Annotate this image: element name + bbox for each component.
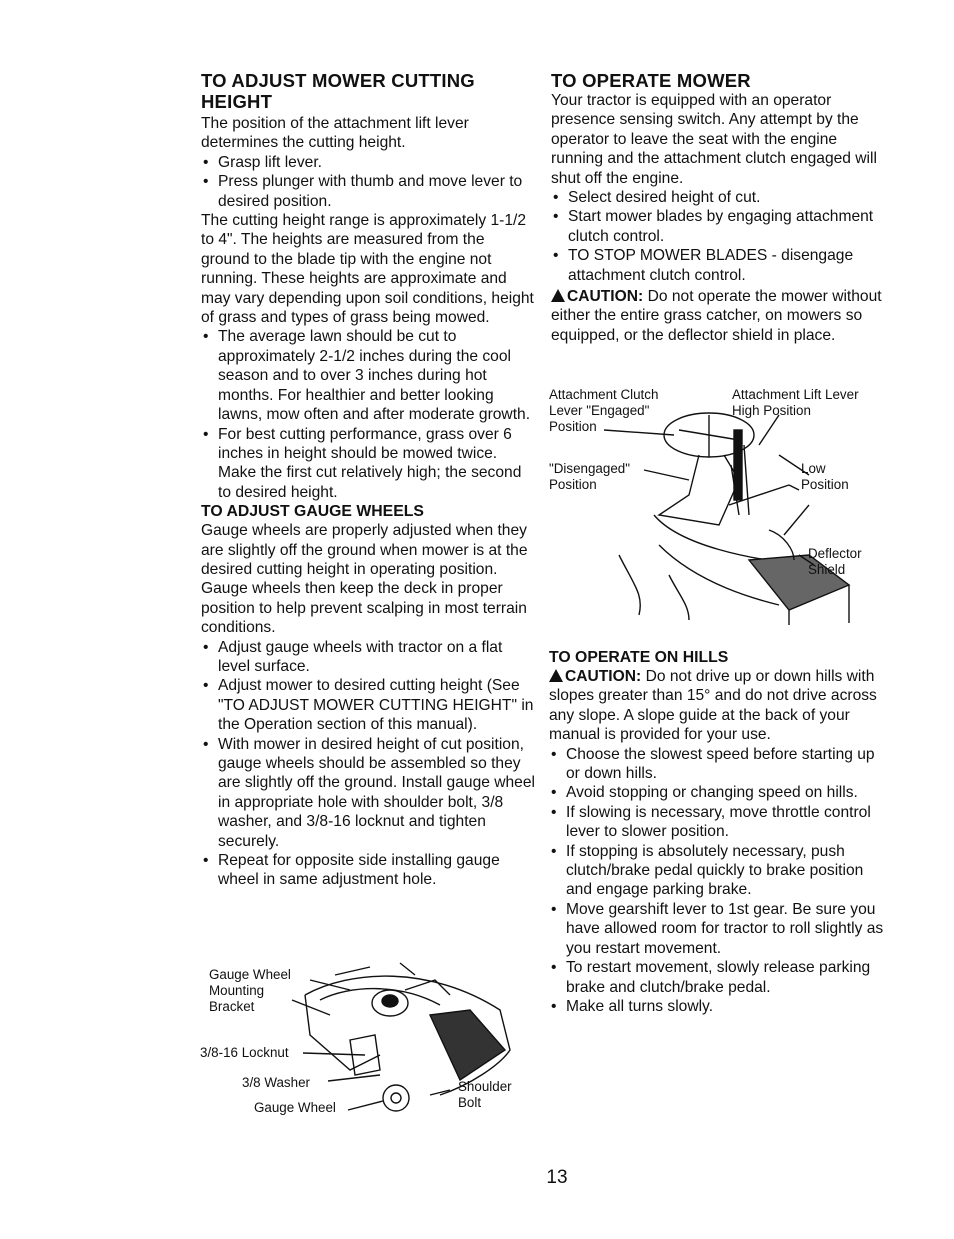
caution-mower: CAUTION: Do not operate the mower without either the entire grass catcher, on mowers so equipped, or the deflector shield in place. [551, 288, 882, 344]
heading-gauge-wheels: TO ADJUST GAUGE WHEELS [201, 503, 424, 521]
label-lift-lever-high: Attachment Lift Lever High Position [732, 387, 859, 418]
operate-mower-intro: Your tractor is equipped with an operator presence sensing switch. Any attempt by the operator to leave the seat with the engine running and the attachment clutch engaged will shut off the engine. [551, 92, 877, 187]
label-gauge-wheel: Gauge Wheel [254, 1100, 336, 1115]
list-item: • Choose the slowest speed before starting up or down hills. [549, 745, 889, 784]
list-item: • Start mower blades by engaging attachment clutch control. [551, 207, 891, 246]
operate-mower-steps [551, 188, 891, 285]
list-item: • Make all turns slowly. [549, 997, 889, 1016]
cutting-height-tips [201, 327, 536, 502]
cutting-height-intro: The position of the attachment lift lever determines the cutting height. [201, 115, 469, 152]
list-item: • If slowing is necessary, move throttle control lever to slower position. [549, 803, 889, 842]
label-mounting-bracket: Gauge Wheel Mounting Bracket [209, 967, 291, 1014]
label-deflector-shield: Deflector Shield [808, 546, 862, 577]
list-item: • Adjust gauge wheels with tractor on a flat level surface. [201, 638, 536, 677]
list-item: • TO STOP MOWER BLADES - disengage attachment clutch control. [551, 246, 891, 285]
list-item: • Adjust mower to desired cutting height (See "TO ADJUST MOWER CUTTING HEIGHT" in the Operation section of this manual). [201, 676, 536, 734]
heading-cutting-height: TO ADJUST MOWER CUTTING HEIGHT [201, 70, 475, 112]
label-clutch-engaged: Attachment Clutch Lever "Engaged" Position [549, 387, 659, 434]
label-washer: 3/8 Washer [242, 1075, 310, 1090]
list-item: • With mower in desired height of cut position, gauge wheels should be assembled so they are slightly off the ground. Install gauge wheel in appropriate hole with shoulder bolt, 3/8 washer, and 3/8-16 locknut and tighten securely. [201, 735, 536, 851]
label-disengaged: "Disengaged" Position [549, 461, 630, 492]
list-item: • The average lawn should be cut to approximately 2-1/2 inches during the cool season and to over 3 inches during hot months. For healthier and better looking lawns, mow often and after moderate growth. [201, 327, 536, 424]
label-shoulder-bolt: Shoulder Bolt [458, 1079, 512, 1110]
list-item: • Select desired height of cut. [551, 188, 891, 207]
warning-triangle-icon [549, 669, 563, 682]
label-low-position: Low Position [801, 461, 849, 492]
list-item: • For best cutting performance, grass over 6 inches in height should be mowed twice. Make the first cut relatively high; the second to desired height. [201, 425, 536, 503]
warning-triangle-icon [551, 289, 565, 302]
heading-operate-mower: TO OPERATE MOWER [551, 70, 751, 91]
list-item: • Repeat for opposite side installing gauge wheel in same adjustment hole. [201, 851, 536, 890]
list-item: • To restart movement, slowly release parking brake and clutch/brake pedal. [549, 958, 889, 997]
list-item: • Move gearshift lever to 1st gear. Be sure you have allowed room for tractor to roll slightly as you restart movement. [549, 900, 889, 958]
left-column [201, 70, 536, 890]
list-item: • Grasp lift lever. [201, 153, 536, 172]
gauge-wheel-figure [200, 955, 540, 1125]
hills-steps [549, 745, 889, 1017]
list-item: • If stopping is absolutely necessary, push clutch/brake pedal quickly to brake position and engage parking brake. [549, 842, 889, 900]
controls-figure [549, 385, 889, 630]
caution-hills: CAUTION: Do not drive up or down hills with slopes greater than 15° and do not drive across any slope. A slope guide at the back of your manual is provided for your use. [549, 668, 877, 744]
right-column-bottom [549, 648, 889, 1016]
right-column-top [551, 70, 891, 345]
label-locknut: 3/8-16 Locknut [200, 1045, 289, 1060]
list-item: • Press plunger with thumb and move lever to desired position. [201, 172, 536, 211]
cutting-height-range: The cutting height range is approximately 1-1/2 to 4". The heights are measured from the ground to the blade tip with the engine not running. These heights are approximate and may vary depending upon soil conditions, height of grass and types of grass being mowed. [201, 212, 534, 327]
gauge-wheels-steps [201, 638, 536, 890]
gauge-wheels-intro: Gauge wheels are properly adjusted when they are slightly off the ground when mower is at the desired cutting height in operating position. Gauge wheels then keep the deck in proper position to help prevent scalping in most terrain conditions. [201, 522, 528, 637]
list-item: • Avoid stopping or changing speed on hills. [549, 783, 889, 802]
heading-operate-hills: TO OPERATE ON HILLS [549, 649, 729, 666]
page-number: 13 [546, 1167, 568, 1188]
cutting-height-steps [201, 153, 536, 211]
